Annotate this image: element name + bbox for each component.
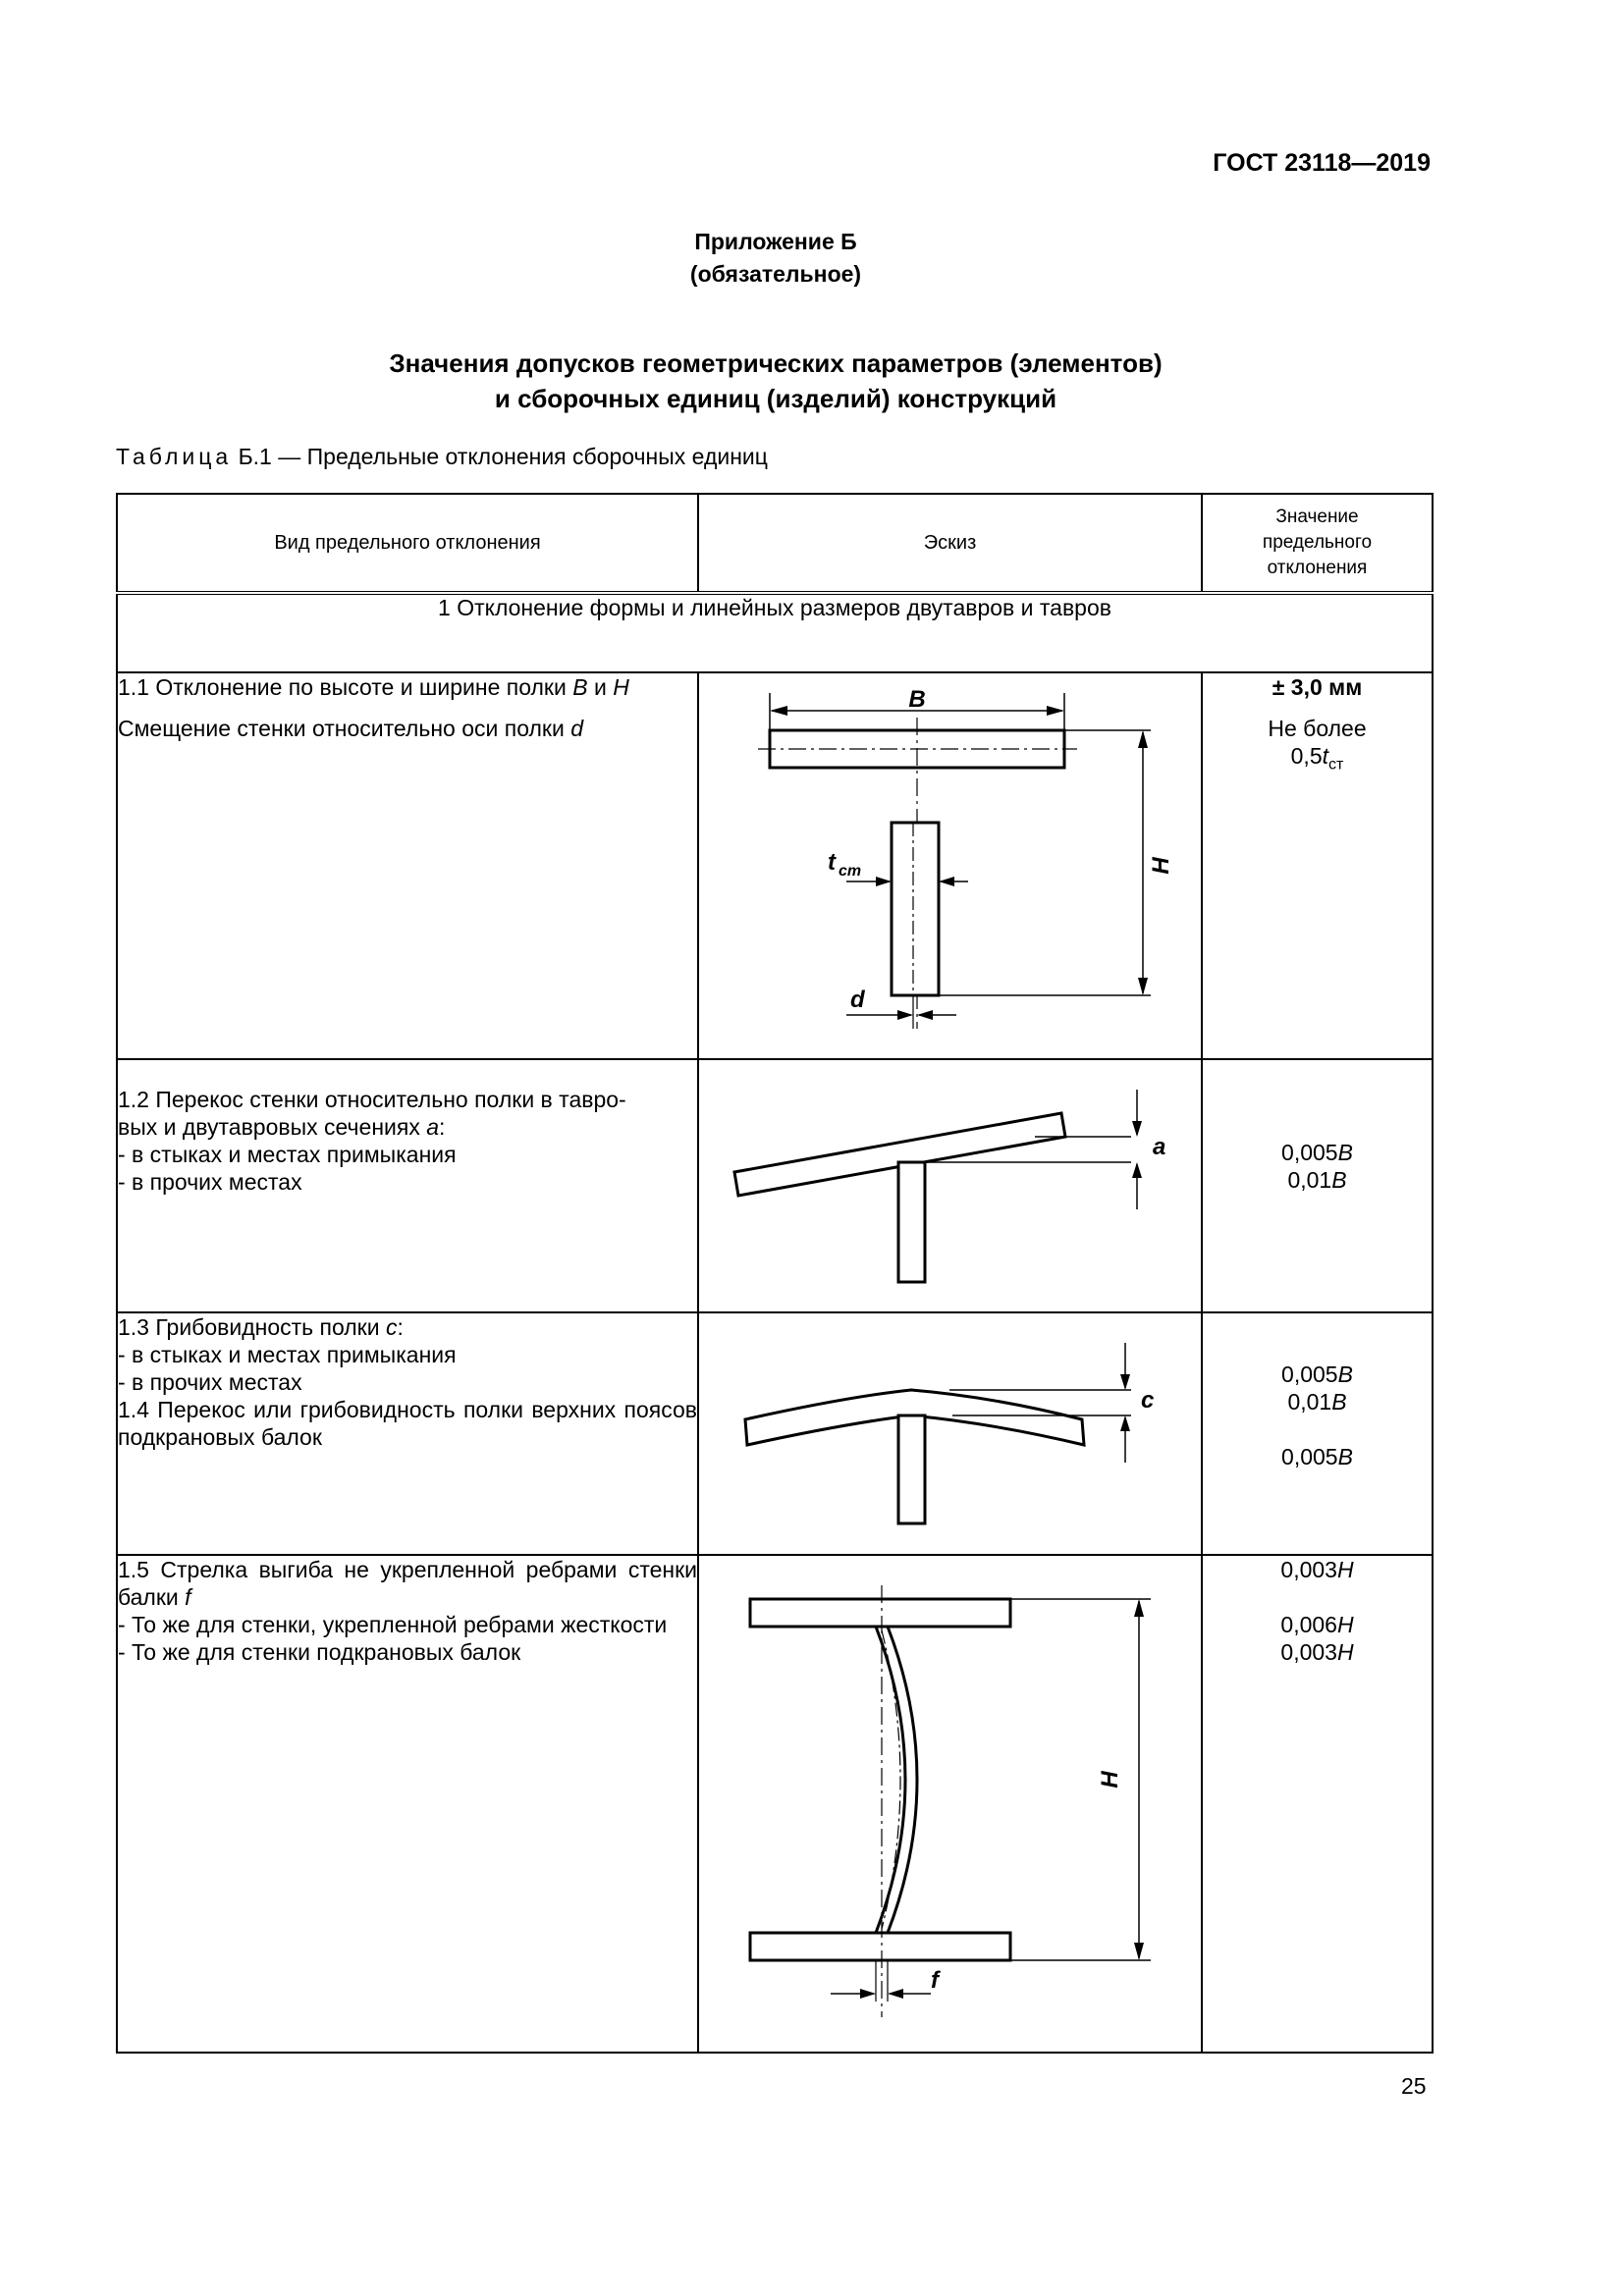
row-1-1-value bbox=[1202, 672, 1433, 1059]
row-1-3-desc-line-3: - в прочих местах bbox=[118, 1369, 302, 1395]
row-1-1-description bbox=[117, 672, 698, 1059]
mushroom-flange-drawing bbox=[699, 1313, 1203, 1554]
appendix-title: Приложение Б bbox=[694, 229, 857, 254]
row-1-5-description bbox=[117, 1555, 698, 2053]
row-1-5-desc-line-1: 1.5 Стрелка выгиба не укрепленной ребрами стенки балки f bbox=[118, 1557, 697, 1610]
row-1-2-desc-line-3: - в стыках и местах примыкания bbox=[118, 1142, 457, 1167]
web-deflection-drawing bbox=[699, 1556, 1203, 2052]
row-1-1-value-2: Не более bbox=[1268, 716, 1367, 741]
main-title-line-2: и сборочных единиц (изделий) конструкций bbox=[494, 384, 1057, 413]
section-title: 1 Отклонение формы и линейных размеров двутавров и тавров bbox=[117, 593, 1433, 672]
header-sketch: Эскиз bbox=[698, 494, 1202, 593]
row-1-5-value-1: 0,003H bbox=[1280, 1557, 1354, 1582]
row-1-5-value bbox=[1202, 1555, 1433, 2053]
row-1-4-value: 0,005B bbox=[1281, 1444, 1353, 1469]
row-1-3-description bbox=[117, 1312, 698, 1555]
label-t-sub: ст bbox=[839, 863, 862, 880]
table-caption-word: Таблица bbox=[116, 444, 233, 469]
row-1-2-value bbox=[1202, 1059, 1433, 1312]
table-row-1-2 bbox=[117, 1059, 1433, 1312]
label-c: c bbox=[1141, 1387, 1155, 1414]
row-1-3-value-2: 0,01B bbox=[1287, 1389, 1347, 1415]
tee-section-drawing bbox=[699, 673, 1203, 1058]
label-t: t bbox=[828, 849, 836, 876]
row-1-1-desc-line-1: 1.1 Отклонение по высоте и ширине полки B и H bbox=[118, 674, 629, 700]
document-code: ГОСТ 23118—2019 bbox=[1213, 149, 1431, 177]
row-1-2-value-2: 0,01B bbox=[1287, 1167, 1347, 1193]
section-row bbox=[117, 593, 1433, 672]
header-value-line-3: отклонения bbox=[1267, 558, 1368, 578]
header-value-line-2: предельного bbox=[1262, 532, 1373, 553]
label-f: f bbox=[931, 1967, 939, 1994]
label-d: d bbox=[850, 987, 865, 1013]
row-1-2-desc-line-2: вых и двутавровых сечениях a: bbox=[118, 1114, 446, 1140]
row-1-2-desc-line-4: - в прочих местах bbox=[118, 1169, 302, 1195]
label-a: a bbox=[1153, 1134, 1166, 1160]
header-value bbox=[1202, 494, 1433, 593]
row-1-2-desc-line-1: 1.2 Перекос стенки относительно полки в тавро- bbox=[118, 1087, 626, 1112]
row-1-1-value-1: ± 3,0 мм bbox=[1272, 674, 1363, 700]
header-type: Вид предельного отклонения bbox=[117, 494, 698, 593]
row-1-2-value-1: 0,005B bbox=[1281, 1140, 1353, 1165]
label-H: H bbox=[1148, 857, 1174, 875]
row-1-5-desc-line-3: - То же для стенки подкрановых балок bbox=[118, 1639, 521, 1665]
table-header-row bbox=[117, 494, 1433, 593]
row-1-4-desc: 1.4 Перекос или грибовидность полки верхних поясов подкрановых балок bbox=[118, 1397, 697, 1450]
main-title-line-1: Значения допусков геометрических параметров (элементов) bbox=[389, 348, 1163, 378]
page-number: 25 bbox=[1401, 2073, 1427, 2099]
row-1-2-sketch bbox=[698, 1059, 1202, 1312]
appendix-status: (обязательное) bbox=[689, 261, 862, 287]
row-1-5-value-2: 0,006H bbox=[1280, 1612, 1354, 1637]
row-1-3-value-1: 0,005B bbox=[1281, 1362, 1353, 1387]
row-1-5-desc-line-2: - То же для стенки, укрепленной ребрами жесткости bbox=[118, 1612, 668, 1637]
table-row-1-1 bbox=[117, 672, 1433, 1059]
row-1-3-value bbox=[1202, 1312, 1433, 1555]
header-value-line-1: Значение bbox=[1275, 507, 1359, 527]
table-caption bbox=[116, 444, 768, 470]
label-H: H bbox=[1097, 1771, 1123, 1789]
row-1-5-sketch bbox=[698, 1555, 1202, 2053]
row-1-3-sketch bbox=[698, 1312, 1202, 1555]
skewed-flange-drawing bbox=[699, 1060, 1203, 1311]
row-1-1-sketch bbox=[698, 672, 1202, 1059]
row-1-5-value-3: 0,003H bbox=[1280, 1639, 1354, 1665]
tolerance-table bbox=[116, 493, 1434, 2054]
row-1-3-desc-line-1: 1.3 Грибовидность полки c: bbox=[118, 1314, 404, 1340]
main-title bbox=[0, 346, 1551, 416]
label-B: B bbox=[908, 686, 926, 713]
row-1-3-desc-line-2: - в стыках и местах примыкания bbox=[118, 1342, 457, 1367]
table-caption-text: Б.1 — Предельные отклонения сборочных единиц bbox=[238, 444, 768, 469]
table-row-1-5 bbox=[117, 1555, 1433, 2053]
row-1-2-description bbox=[117, 1059, 698, 1312]
row-1-1-value-3: $0,5t_{ст}$ bbox=[1290, 743, 1344, 774]
appendix-heading bbox=[0, 226, 1551, 291]
row-1-1-desc-line-2: Смещение стенки относительно оси полки d bbox=[118, 716, 584, 741]
table-row-1-3 bbox=[117, 1312, 1433, 1555]
